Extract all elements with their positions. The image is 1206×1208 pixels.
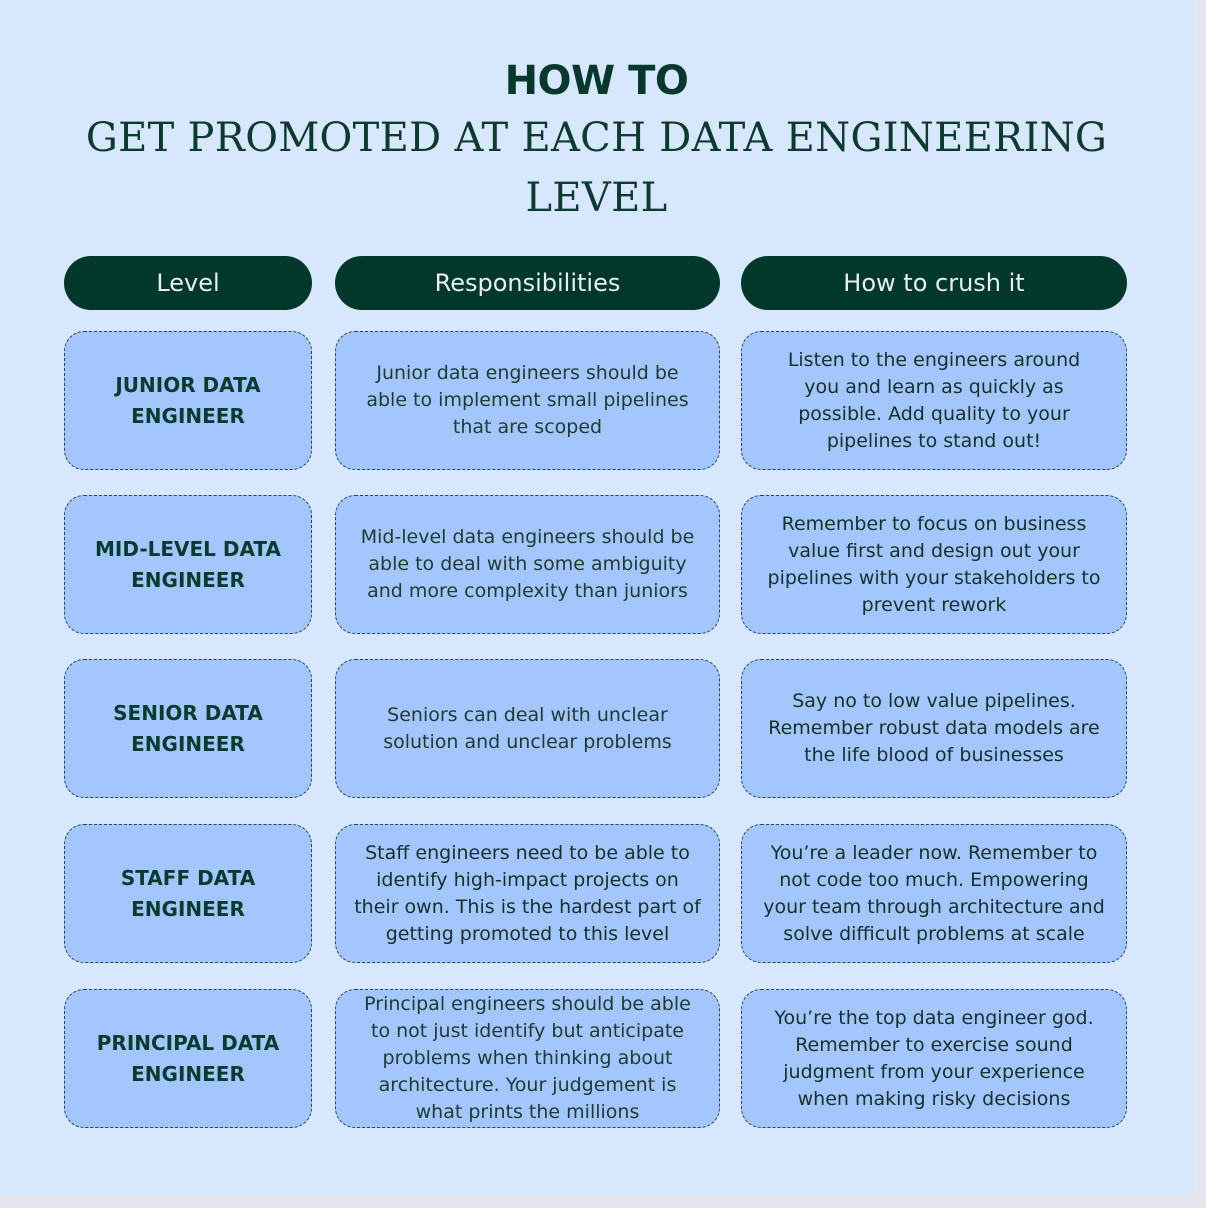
crush-card-mid-level <box>741 495 1127 634</box>
level-label: SENIOR DATA ENGINEER <box>113 700 263 756</box>
crush-card-senior <box>741 659 1127 798</box>
responsibilities-text: Junior data engineers should be able to implement small pipelines that are scoped <box>366 362 689 438</box>
crush-text: Listen to the engineers around you and learn as quickly as possible. Add quality to your pipelines to stand out! <box>787 348 1081 452</box>
header-responsibilities-label: Responsibilities <box>434 269 621 297</box>
level-card-junior <box>64 331 312 470</box>
header-level <box>64 256 312 310</box>
level-label: MID-LEVEL DATA ENGINEER <box>95 536 281 592</box>
header-level-label: Level <box>156 269 220 297</box>
responsibilities-text: Staff engineers need to be able to identify high-impact projects on their own. This is the hardest part of getting promoted to this level <box>354 841 701 945</box>
responsibilities-text: Principal engineers should be able to not just identify but anticipate problems when thinking about architecture. Your judgement is what prints the millions <box>364 993 691 1123</box>
responsibilities-card-senior <box>335 659 720 798</box>
level-label: STAFF DATA ENGINEER <box>120 865 256 921</box>
level-card-principal <box>64 989 312 1128</box>
header-how-to-crush-it <box>741 256 1127 310</box>
responsibilities-card-staff <box>335 824 720 963</box>
page-title: GET PROMOTED AT EACH DATA ENGINEERING LEVEL <box>85 115 1108 221</box>
crush-card-principal <box>741 989 1127 1128</box>
level-card-mid-level <box>64 495 312 634</box>
responsibilities-card-junior <box>335 331 720 470</box>
crush-text: You’re the top data engineer god. Remember to exercise sound judgment from your experience when making risky decisions <box>774 1006 1094 1110</box>
level-label: PRINCIPAL DATA ENGINEER <box>96 1030 280 1086</box>
header-responsibilities <box>335 256 720 310</box>
responsibilities-card-mid-level <box>335 495 720 634</box>
crush-card-staff <box>741 824 1127 963</box>
crush-card-junior <box>741 331 1127 470</box>
crush-text: Remember to focus on business value first and design out your pipelines with your stakeholders to prevent rework <box>767 512 1101 616</box>
crush-text: You’re a leader now. Remember to not code too much. Empowering your team through architecture and solve difficult problems at scale <box>763 841 1105 945</box>
title-how-to: HOW TO <box>504 58 689 104</box>
level-card-senior <box>64 659 312 798</box>
responsibilities-text: Mid-level data engineers should be able to deal with some ambiguity and more complexity than juniors <box>360 526 695 602</box>
level-label: JUNIOR DATA ENGINEER <box>115 372 261 428</box>
responsibilities-text: Seniors can deal with unclear solution and unclear problems <box>383 703 672 753</box>
level-card-staff <box>64 824 312 963</box>
header-how-to-crush-it-label: How to crush it <box>843 269 1025 297</box>
crush-text: Say no to low value pipelines. Remember robust data models are the life blood of businesses <box>768 690 1100 766</box>
responsibilities-card-principal <box>335 989 720 1128</box>
